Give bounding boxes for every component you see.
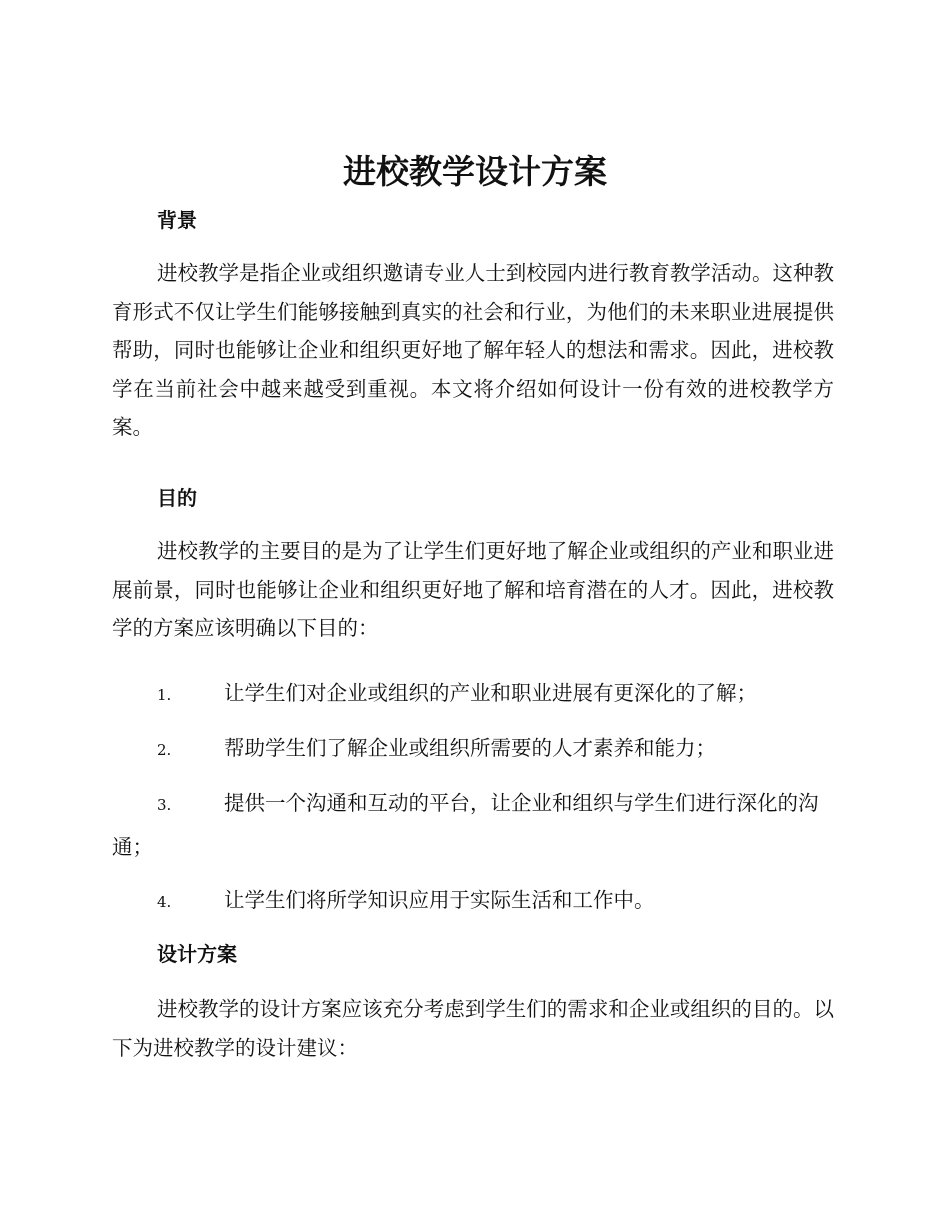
list-item-number: 1.: [157, 686, 172, 704]
list-item: [112, 727, 834, 771]
list-item-number: 3.: [157, 796, 172, 814]
design-plan-paragraph: 进校教学的设计方案应该充分考虑到学生们的需求和企业或组织的目的。以下为进校教学的设计建议：: [112, 997, 834, 1060]
list-item: [112, 782, 834, 868]
list-item: [112, 672, 834, 716]
document-title: 进校教学设计方案: [343, 152, 607, 191]
section-heading-background: 背景: [157, 208, 197, 232]
background-paragraph: 进校教学是指企业或组织邀请专业人士到校园内进行教育教学活动。这种教育形式不仅让学生们能够接触到真实的社会和行业，为他们的未来职业进展提供帮助，同时也能够让企业和组织更好地了解年轻人的想法和需求。因此，进校教学在当前社会中越来越受到重视。本文将介绍如何设计一份有效的进校教学方案。: [112, 261, 834, 439]
list-item-text: 让学生们将所学知识应用于实际生活和工作中。: [224, 888, 655, 912]
section-heading-design-plan: 设计方案: [157, 942, 237, 966]
section-heading-purpose: 目的: [157, 486, 197, 510]
list-item-number: 4.: [157, 893, 172, 911]
list-item-text: 提供一个沟通和互动的平台，让企业和组织与学生们进行深化的沟通；: [112, 791, 819, 859]
list-item-text: 让学生们对企业或组织的产业和职业进展有更深化的了解；: [224, 681, 757, 705]
purpose-paragraph: 进校教学的主要目的是为了让学生们更好地了解企业或组织的产业和职业进展前景，同时也能够让企业和组织更好地了解和培育潜在的人才。因此，进校教学的方案应该明确以下目的：: [112, 539, 834, 640]
list-item: [112, 879, 834, 923]
list-item-number: 2.: [157, 741, 172, 759]
list-item-text: 帮助学生们了解企业或组织所需要的人才素养和能力；: [224, 736, 716, 760]
